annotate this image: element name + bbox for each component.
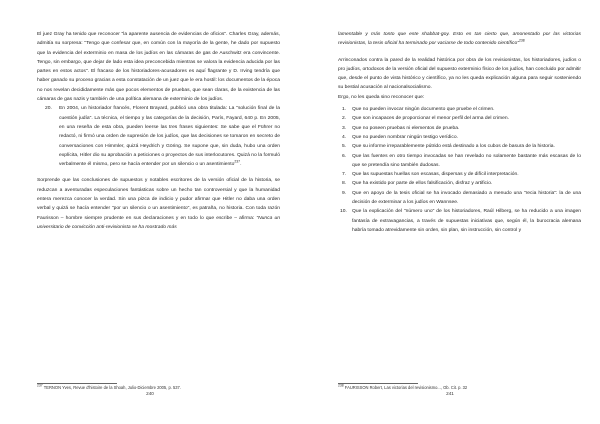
right-page — [300, 0, 600, 424]
footnote: $^{237}$ TERNON Yves, Revue d'histoire de la Shoah, Julio-Diciembre 2005, p. 537. — [37, 383, 181, 390]
footnote-number: 237 — [37, 383, 43, 388]
list-item: 1. Que no pueden invocar ningún documento que pruebe el crimen. — [342, 107, 495, 113]
list-item: 4. Que no pueden nombrar ningún testigo verídico. — [342, 134, 458, 140]
list-item: 2. Que son incapaces de proporcionar el menor perfil del arma del crimen. — [342, 116, 509, 122]
page-number: 241 — [446, 391, 454, 396]
paragraph: Arrinconados contra la pared de la realidad histórica por obra de los revisionistas, los historiadores, judíos o pro judíos, ortodoxos de la versión oficial del supuesto exterminio físico de los judíos, han concluido por admitir que, desde el punto de vista histórico y científico, ya no les queda explicación alguna para seguir sosteniendo su bestial acusación al nacionalsocialismo. — [338, 57, 581, 91]
item-number: 20. — [45, 106, 52, 112]
list-intro: Ergo, no les queda sino reconocer que: — [338, 94, 425, 100]
list-item: 3. Que no poseen pruebas ni elementos de prueba. — [342, 125, 460, 131]
page-number: 240 — [146, 391, 154, 396]
list-item: 7. Que las supuestas huellas son escasas, dispersas y de difícil interpretación. — [342, 172, 519, 178]
list-item: 5. Que su informe irreparablemente pútrido está destinado a los cubos de basura de la historia. — [342, 144, 555, 150]
right-text-column — [338, 30, 581, 235]
footnote-ref[interactable]: 237 — [234, 159, 241, 164]
footnote-ref[interactable]: 238 — [518, 38, 525, 43]
footnote-number: 238 — [338, 383, 344, 388]
quote-start: "Nunca un universitario de convicción anti-revisionista se ha mostrado más — [37, 215, 281, 230]
paragraph: El juez Gray ha tenido que reconocer "la aparente ausencia de evidencias de oficios". Charles Gray, además, admitía su sorpresa: "Tengo que confesar que, en común con la mayoría de la gente, he dado por supuesto que la evidencia del exterminio en masa de los judíos en las cámaras de gas de Auschwitz era convincente. Tengo, sin embargo, que dejar de lado esta idea preconcebida mientras se valora la evidencia aducida por las partes en estos actos". El fracaso de los historiadores-acusadores es aquí flagrante y D. Irving tendría que haber ganado su proceso gracias a esta constatación de un juez que le era hostil: los documentos de la época no nos revelan decididamente más que pocos elementos de pruebas, que sean claras, de la existencia de las cámaras de gas nazis y también de una política alemana de exterminio de los judíos. — [37, 32, 280, 103]
list-item: 6. Que las fuentes en otro tiempo invocadas se han revelado no solamente bastante más escasas de lo que se pretendía sino también dudosas. — [342, 153, 581, 168]
list-item: 9. Que en apoyo de la tesis oficial se ha invocado demasiado a menudo una "recia historia": la de una decisión de exterminar a los judíos en Wannsee. — [342, 190, 581, 206]
footnote-divider — [37, 383, 117, 384]
list-item: 10. Que la explicación del "número uno" de los historiadores, Raúl Hilberg, se ha reducido a una imagen fantasía de extravagancias, a través de supuestas iniciativas que, según él, la burocracia alemana habría tomado atrevidamente sin orden, sin plan, sin instrucción, sin control y — [340, 209, 581, 233]
numbered-quote — [37, 104, 280, 169]
item-text: En 2004, un historiador francés, Florent Brayard, publicó una obra titulada: La "solución final de la cuestión judía". La técnica, el tiempo y las categorías de la decisión, París, Fayard, 640 p. En 2005, en una reseña de esta obra, pueden leerse las tres frases siguientes: Se sabe que el Führer no redactó, ni firmó una orden de supresión de los judíos, que las decisiones se tomaron en secreto de conversaciones con Himmler, quizá Heydrich y Göring. Se supone que, sin duda, hubo una orden explícita, Hitler dio su aprobación a peticiones o proyectos de sus interlocutores. Quizá no la formuló verbalmente él mismo, pero se hacía entender por un silencio o un asentimiento$^{237}$. — [59, 106, 280, 168]
footnote-divider — [338, 383, 418, 384]
quote-continuation: lamentable y más tonto que este shabbat-goy. Esto es tan cierto que, amonestado por las victorias revisionistas, la tesis oficial ha terminado por vaciarse de todo contenido científico"$^{238}$ — [338, 32, 581, 47]
list-item: 8. Que ha existido por parte de ellos falsificación, disfraz y artificio. — [342, 181, 493, 187]
footnote: $^{238}$ FAURISSON Robert, Las victorias del revisionismo..., Ob. Cit. p. 32 — [338, 383, 468, 390]
paragraph: Sorprende que las conclusiones de supuestos y notables escritores de la versión oficial de la historia, se reduzcan a aventuradas especulaciones fantásticas sobre un hecho tan controversial y que la humanidad entera merezca conocer la verdad. Sin una pizca de indicio y pudor afirmar que Hitler no daba una orden verbal y quizá se hacía entender "por un silencio o un asentimiento", es patraña, no historia. Con toda razón Faurisson – hombre siempre prudente en sus declaraciones y en todo lo que escribe – afirma: "Nunca un universitario de convicción anti-revisionista se ha mostrado más — [37, 178, 281, 230]
left-text-column — [37, 30, 280, 232]
numbered-list — [338, 105, 581, 235]
